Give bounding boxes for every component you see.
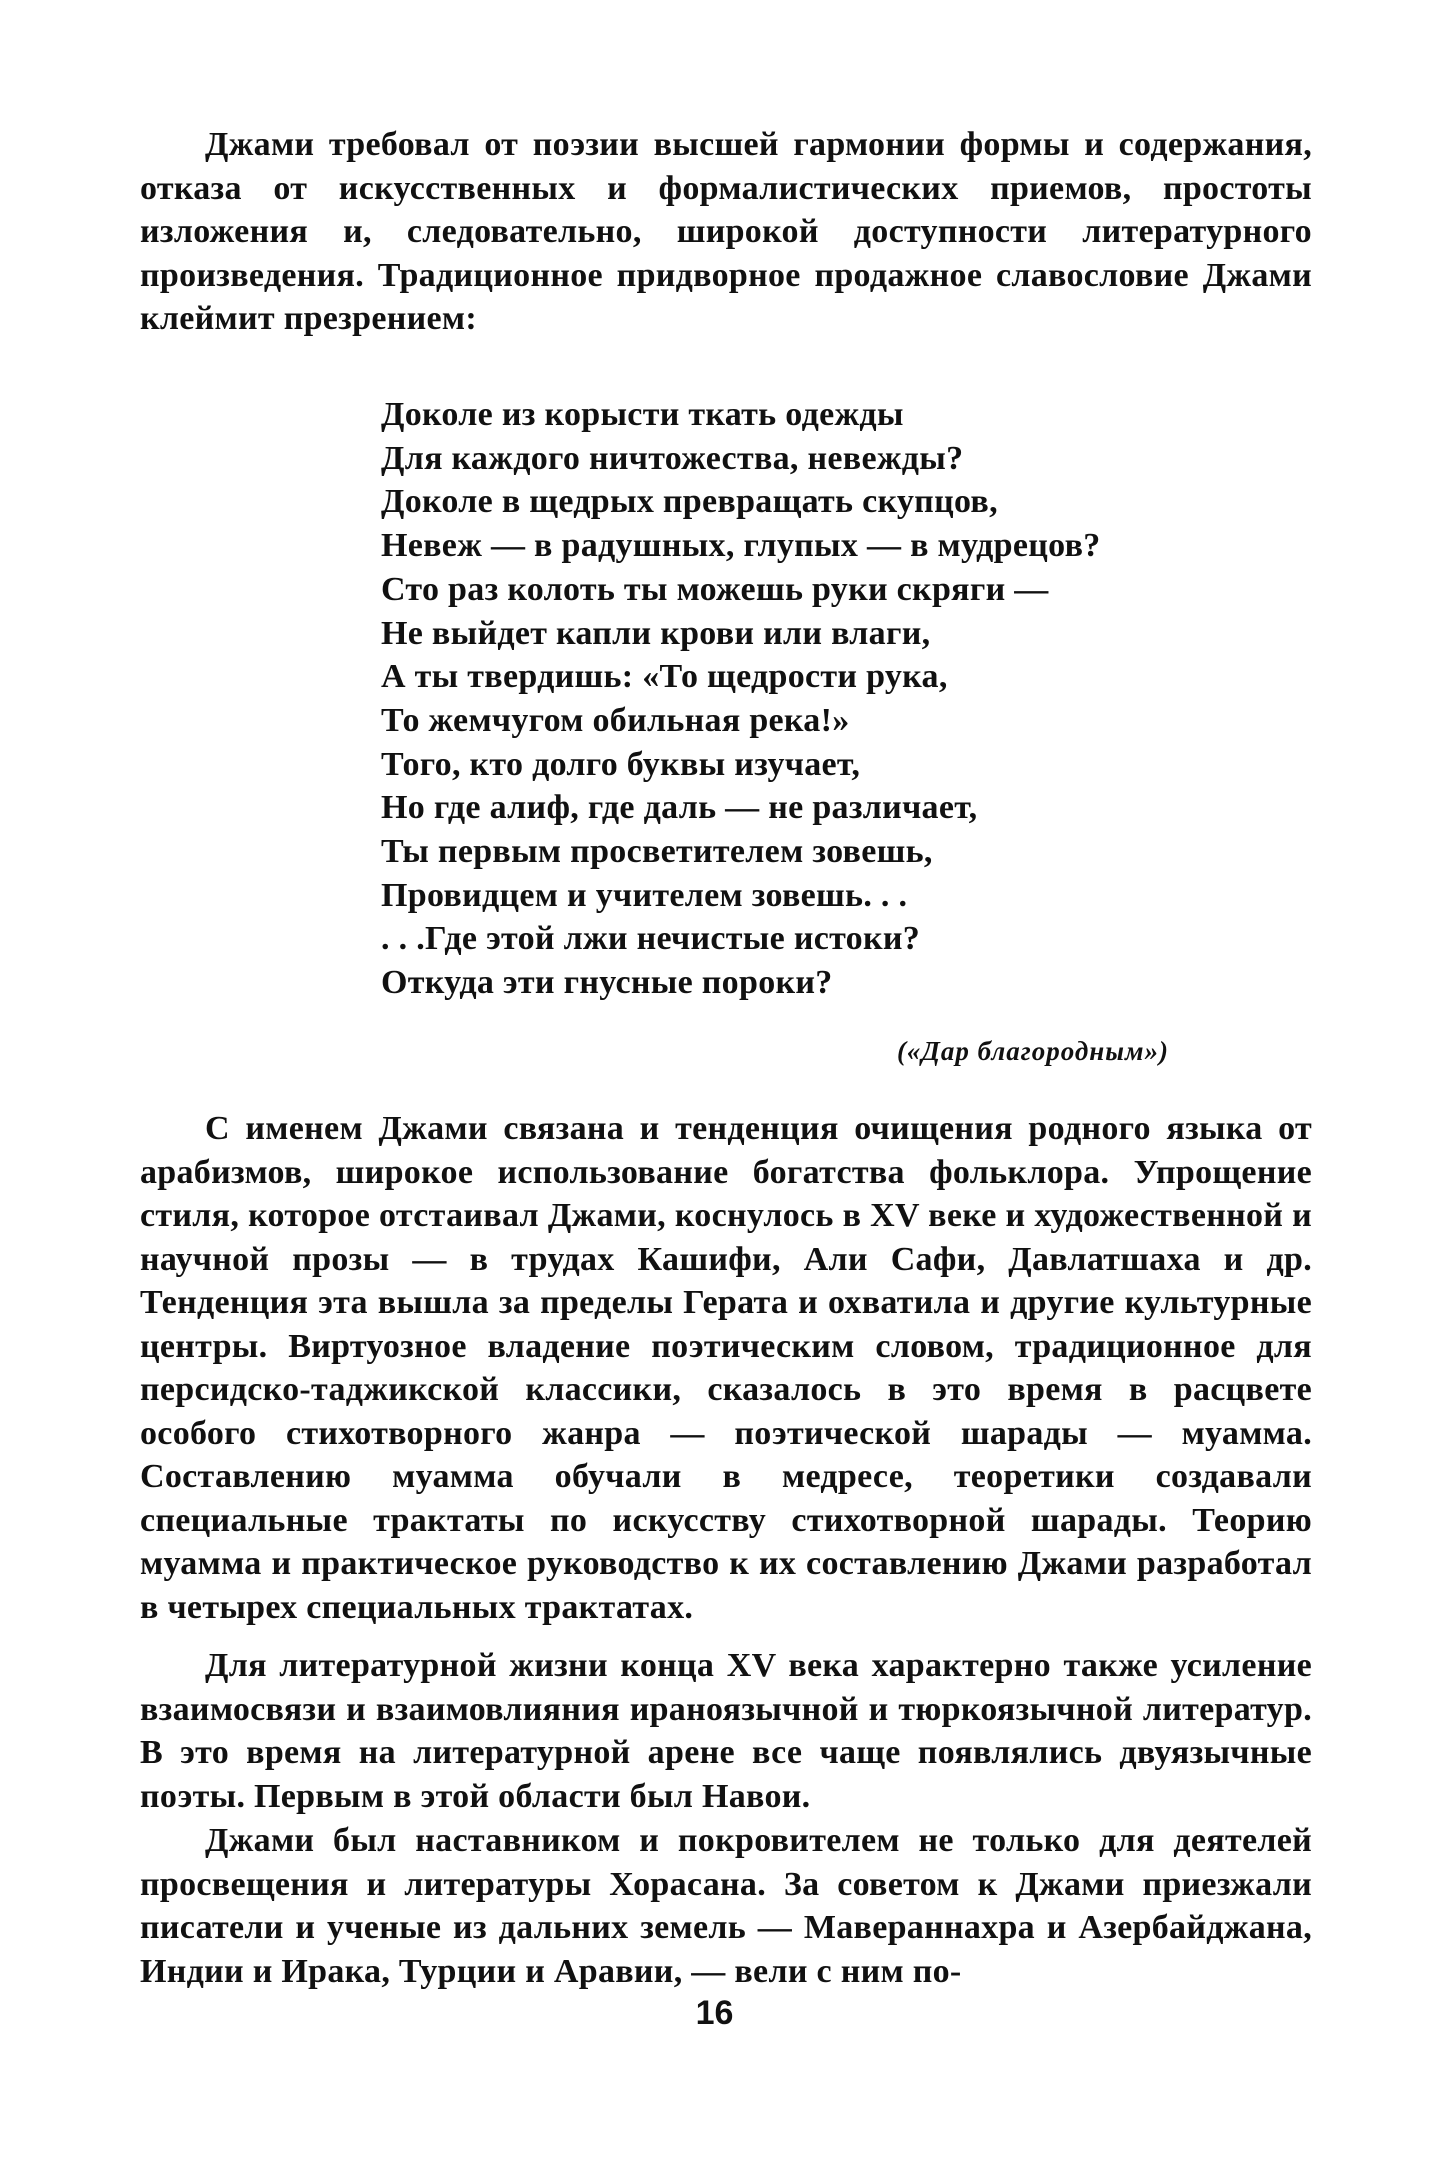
poem-quote xyxy=(381,393,1221,1005)
poem-line: . . .Где этой лжи нечистые истоки? xyxy=(381,920,921,958)
poem-line: Ты первым просветителем зовешь, xyxy=(381,833,933,871)
paragraph-intro: Джами требовал от поэзии высшей гармонии формы и содержания, отказа от искусственных и формалистических приемов, простоты изложения и, следовательно, широкой доступности литературного произведения. Традиционное придворное продажное славословие Джами клеймит презрением: xyxy=(140,126,1312,337)
poem-line: Доколе в щедрых превращать скупцов, xyxy=(381,483,998,521)
poem-source-citation: («Дар благородным») xyxy=(896,1036,1169,1066)
paragraph-mentorship: Джами был наставником и покровителем не только для деятелей просвещения и литературы Хорасана. За советом к Джами приезжали писатели и ученые из дальних земель — Мавераннахра и Азербайджана, Индии и Ирака, Турции и Аравии, — вели с ним по- xyxy=(140,1822,1312,1990)
paragraph-literary-interrelation: Для литературной жизни конца XV века характерно также усиление взаимосвязи и взаимовлияния ираноязычной и тюркоязычной литератур. В это время на литературной арене все чаще появлялись двуязычные поэты. Первым в этой области был Навои. xyxy=(140,1647,1312,1815)
poem-line: А ты твердишь: «То щедрости рука, xyxy=(381,658,948,696)
poem-line: Доколе из корысти ткать одежды xyxy=(381,396,904,433)
page-number: 16 xyxy=(695,1994,734,2032)
paragraph-language-purification: С именем Джами связана и тенденция очищения родного языка от арабизмов, широкое использование богатства фольклора. Упрощение стиля, которое отстаивал Джами, коснулось в XV веке и художественной и научной прозы — в трудах Кашифи, Али Сафи, Давлатшаха и др. Тенденция эта вышла за пределы Герата и охватила и другие культурные центры. Виртуозное владение поэтическим словом, традиционное для персидско-таджикской классики, сказалось в это время в расцвете особого стихотворного жанра — поэтической шарады — муамма. Составлению муамма обучали в медресе, теоретики создавали специальные трактаты по искусству стихотворной шарады. Теорию муамма и практическое руководство к их составлению Джами разработал в четырех специальных трактатах. xyxy=(140,1110,1312,1626)
poem-line: Провидцем и учителем зовешь. . . xyxy=(381,876,908,914)
poem-line: Откуда эти гнусные пороки? xyxy=(381,964,833,1002)
poem-line: То жемчугом обильная река!» xyxy=(381,701,850,739)
poem-line: Для каждого ничтожества, невежды? xyxy=(381,439,964,477)
poem-line: Не выйдет капли крови или влаги, xyxy=(381,614,931,652)
poem-line: Сто раз колоть ты можешь руки скряги — xyxy=(381,570,1049,608)
poem-line: Но где алиф, где даль — не различает, xyxy=(381,789,978,827)
poem-line: Того, кто долго буквы изучает, xyxy=(381,745,861,783)
poem-line: Невеж — в радушных, глупых — в мудрецов? xyxy=(381,527,1101,565)
